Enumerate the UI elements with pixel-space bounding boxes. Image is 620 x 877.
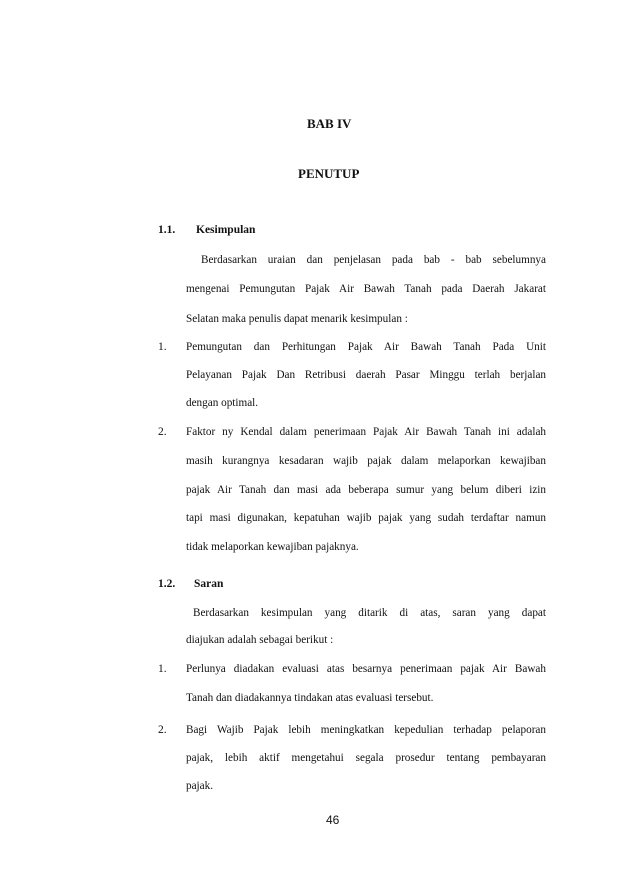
list-item-line: tidak melaporkan kewajiban pajaknya. [186, 541, 359, 553]
chapter-label: BAB IV [307, 116, 352, 131]
list-number: 1. [158, 341, 167, 353]
list-item-line: dengan optimal. [186, 397, 259, 409]
list-item-line: Pemungutan dan Perhitungan Pajak Air Bawah Tanah Pada Unit [186, 341, 546, 353]
paragraph-line: diajukan adalah sebagai berikut : [186, 634, 334, 646]
list-item-line: Perlunya diadakan evaluasi atas besarnya penerimaan pajak Air Bawah [186, 663, 546, 675]
paragraph-line: Berdasarkan uraian dan penjelasan pada bab - bab sebelumnya [201, 254, 546, 266]
list-item-line: masih kurangnya kesadaran wajib pajak dalam melaporkan kewajiban [186, 455, 546, 467]
list-item-line: tapi masi digunakan, kepatuhan wajib pajak yang sudah terdaftar namun [186, 512, 546, 524]
section-heading: Kesimpulan [196, 224, 256, 236]
list-number: 2. [158, 426, 167, 438]
section-number: 1.1. [158, 224, 176, 236]
paragraph-line: Selatan maka penulis dapat menarik kesimpulan : [186, 313, 408, 325]
list-item-line: pajak. [186, 780, 214, 792]
list-item-line: pajak, lebih aktif mengetahui segala prosedur tentang pembayaran [186, 752, 546, 764]
chapter-title: PENUTUP [298, 166, 360, 181]
section-heading: Saran [194, 578, 224, 590]
paragraph-line: Berdasarkan kesimpulan yang ditarik di atas, saran yang dapat [193, 607, 546, 619]
list-item-line: pajak Air Tanah dan masi ada beberapa sumur yang belum diberi izin [186, 484, 546, 496]
list-item-line: Faktor ny Kendal dalam penerimaan Pajak Air Bawah Tanah ini adalah [186, 426, 546, 438]
list-number: 2. [158, 724, 167, 736]
section-number: 1.2. [158, 578, 176, 590]
list-item-line: Pelayanan Pajak Dan Retribusi daerah Pasar Minggu terlah berjalan [186, 369, 546, 381]
page-number: 46 [326, 813, 340, 827]
list-number: 1. [158, 663, 167, 675]
list-item-line: Tanah dan diadakannya tindakan atas evaluasi tersebut. [186, 692, 434, 704]
paragraph-line: mengenai Pemungutan Pajak Air Bawah Tanah pada Daerah Jakarat [186, 283, 546, 295]
list-item-line: Bagi Wajib Pajak lebih meningkatkan kepedulian terhadap pelaporan [186, 724, 546, 736]
